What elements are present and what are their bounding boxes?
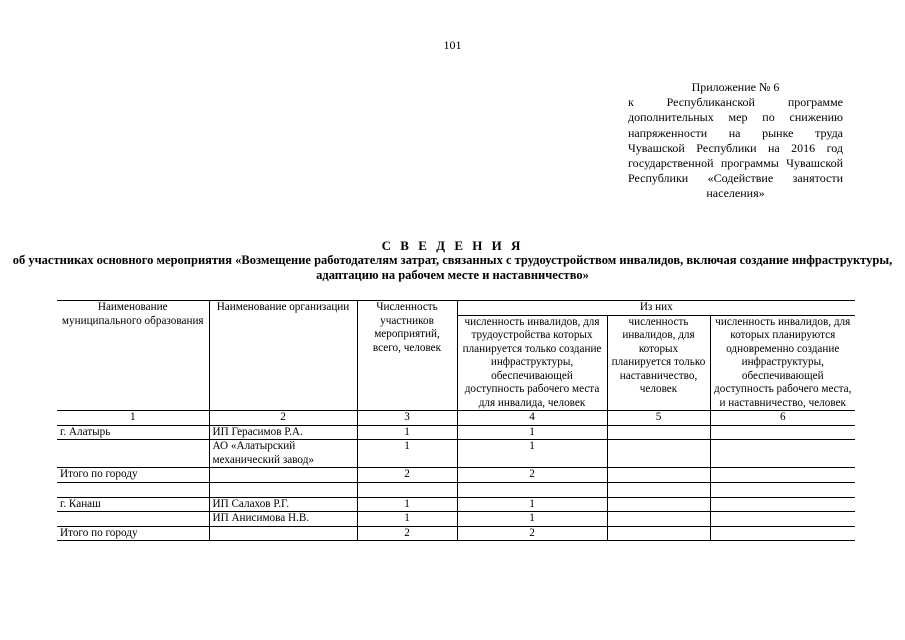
appendix-body: к Республиканской программе дополнительных мер по снижению напряженности на рынке труда Чувашской Республики на 2016 год государственной программы Чувашской Республики «Содействие занятости населения»	[628, 95, 843, 201]
appendix-title: Приложение № 6	[691, 80, 780, 94]
appendix-note	[628, 80, 843, 202]
table-row-total	[57, 526, 855, 541]
page-number: 101	[443, 38, 462, 52]
cell-col4	[457, 482, 607, 497]
cell-col6	[710, 526, 855, 541]
cell-col6	[710, 468, 855, 483]
cell-participants: 1	[357, 425, 457, 440]
cell-col5	[607, 440, 710, 468]
cell-organization	[209, 482, 357, 497]
table-row-total	[57, 468, 855, 483]
cell-col6	[710, 497, 855, 512]
header-organization: Наименование организации	[209, 301, 357, 411]
cell-municipality	[57, 512, 209, 527]
cell-col5	[607, 425, 710, 440]
cell-col5	[607, 526, 710, 541]
column-number: 6	[710, 411, 855, 426]
cell-organization: ИП Герасимов Р.А.	[209, 425, 357, 440]
header-participants: Численность участников мероприятий, всего, человек	[357, 301, 457, 411]
cell-col5	[607, 482, 710, 497]
cell-municipality: г. Канаш	[57, 497, 209, 512]
cell-col4: 1	[457, 440, 607, 468]
column-number: 4	[457, 411, 607, 426]
column-number: 1	[57, 411, 209, 426]
cell-municipality: Итого по городу	[57, 468, 209, 483]
cell-col4: 2	[457, 468, 607, 483]
cell-col6	[710, 482, 855, 497]
cell-col6	[710, 425, 855, 440]
table-row	[57, 425, 855, 440]
cell-participants	[357, 482, 457, 497]
document-heading	[0, 238, 905, 283]
cell-col4: 1	[457, 497, 607, 512]
cell-participants: 1	[357, 512, 457, 527]
table-body	[57, 425, 855, 541]
header-col5: численность инвалидов, для которых планируется только наставничество, человек	[607, 315, 710, 411]
cell-organization: АО «Алатырский механический завод»	[209, 440, 357, 468]
cell-municipality	[57, 482, 209, 497]
cell-organization	[209, 468, 357, 483]
heading-main: С В Е Д Е Н И Я	[381, 238, 524, 253]
cell-col4: 1	[457, 512, 607, 527]
cell-municipality: Итого по городу	[57, 526, 209, 541]
cell-participants: 2	[357, 468, 457, 483]
table-row-spacer	[57, 482, 855, 497]
table-row	[57, 512, 855, 527]
column-number: 5	[607, 411, 710, 426]
table-header	[57, 301, 855, 426]
cell-col6	[710, 512, 855, 527]
cell-organization: ИП Анисимова Н.В.	[209, 512, 357, 527]
cell-organization	[209, 526, 357, 541]
header-of-them: Из них	[457, 301, 855, 316]
column-number: 2	[209, 411, 357, 426]
header-municipality: Наименование муниципального образования	[57, 301, 209, 411]
heading-subtitle: об участниках основного мероприятия «Возмещение работодателям затрат, связанных с трудоустройством инвалидов, включая создание инфраструктуры, адаптацию на рабочем месте и наставничество»	[12, 253, 893, 282]
table-row	[57, 497, 855, 512]
cell-col4: 1	[457, 425, 607, 440]
cell-col5	[607, 468, 710, 483]
column-number: 3	[357, 411, 457, 426]
cell-participants: 1	[357, 497, 457, 512]
header-col6: численность инвалидов, для которых планируются одновременно создание инфраструктуры, обеспечивающей доступность рабочего места, и наставничество, человек	[710, 315, 855, 411]
cell-participants: 2	[357, 526, 457, 541]
cell-col5	[607, 497, 710, 512]
cell-organization: ИП Салахов Р.Г.	[209, 497, 357, 512]
header-col4: численность инвалидов, для трудоустройства которых планируется только создание инфраструктуры, обеспечивающей доступность рабочего места для инвалида, человек	[457, 315, 607, 411]
cell-municipality	[57, 440, 209, 468]
cell-col5	[607, 512, 710, 527]
cell-municipality: г. Алатырь	[57, 425, 209, 440]
table-row	[57, 440, 855, 468]
column-numbers-row	[57, 411, 855, 426]
cell-col6	[710, 440, 855, 468]
cell-col4: 2	[457, 526, 607, 541]
participants-table	[57, 300, 855, 541]
cell-participants: 1	[357, 440, 457, 468]
